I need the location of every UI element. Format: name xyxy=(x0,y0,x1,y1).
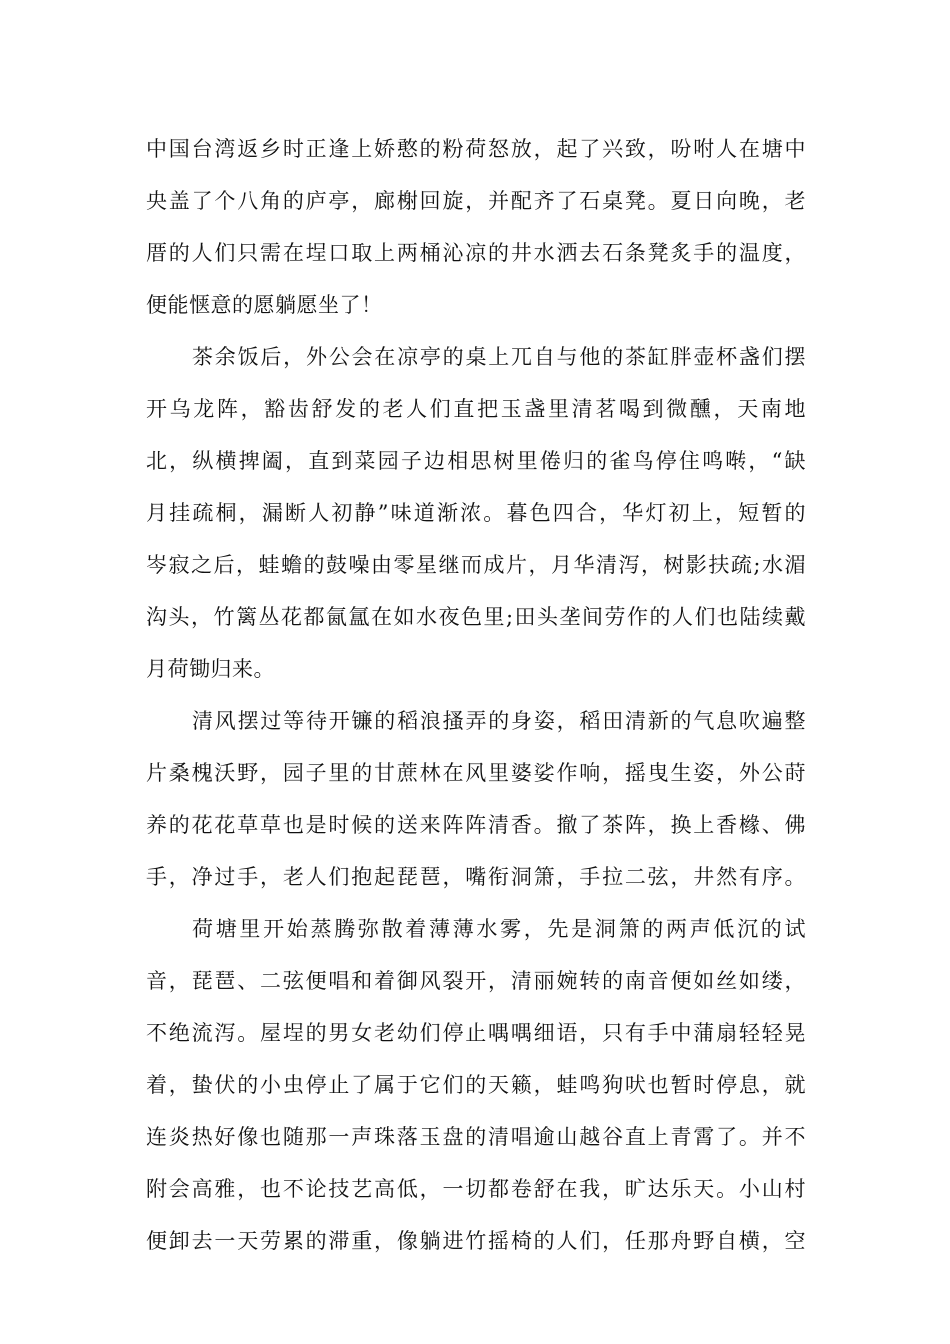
text-line: 手，净过手，老人们抱起琵琶，嘴衔洞箫，手拉二弦，井然有序。 xyxy=(146,865,806,889)
text-line: 不绝流泻。屋埕的男女老幼们停止喁喁细语，只有手中蒲扇轻轻晃 xyxy=(146,1021,806,1045)
text-line: 岑寂之后，蛙蟾的鼓噪由零星继而成片，月华清泻，树影扶疏;水湄 xyxy=(146,553,806,577)
text-line: 月挂疏桐，漏断人初静”味道渐浓。暮色四合，华灯初上，短暂的 xyxy=(146,501,806,525)
text-line: 月荷锄归来。 xyxy=(146,657,275,681)
text-line: 音，琵琶、二弦便唱和着御风裂开，清丽婉转的南音便如丝如缕， xyxy=(146,969,806,993)
text-line: 央盖了个八角的庐亭，廊榭回旋，并配齐了石桌凳。夏日向晚，老 xyxy=(146,189,806,213)
text-line: 连炎热好像也随那一声珠落玉盘的清唱逾山越谷直上青霄了。并不 xyxy=(146,1125,806,1149)
text-line: 片桑槐沃野，园子里的甘蔗林在风里婆娑作响，摇曳生姿，外公莳 xyxy=(146,761,806,785)
text-line: 开乌龙阵，豁齿舒发的老人们直把玉盏里清茗喝到微醺，天南地 xyxy=(146,397,806,421)
text-line: 清风摆过等待开镰的稻浪搔弄的身姿，稻田清新的气息吹遍整 xyxy=(192,709,806,733)
text-line: 厝的人们只需在埕口取上两桶沁凉的井水洒去石条凳炙手的温度， xyxy=(146,241,806,265)
text-line: 荷塘里开始蒸腾弥散着薄薄水雾，先是洞箫的两声低沉的试 xyxy=(192,917,806,941)
text-line: 北，纵横捭阖，直到菜园子边相思树里倦归的雀鸟停住鸣啭，“缺 xyxy=(146,449,806,473)
text-line: 便卸去一天劳累的滞重，像躺进竹摇椅的人们，任那舟野自横，空 xyxy=(146,1229,806,1253)
text-line: 茶余饭后，外公会在凉亭的桌上兀自与他的茶缸胖壶杯盏们摆 xyxy=(192,345,806,369)
text-line: 养的花花草草也是时候的送来阵阵清香。撤了茶阵，换上香橼、佛 xyxy=(146,813,806,837)
text-line: 附会高雅，也不论技艺高低，一切都卷舒在我，旷达乐天。小山村 xyxy=(146,1177,806,1201)
text-line: 中国台湾返乡时正逢上娇憨的粉荷怒放，起了兴致，吩咐人在塘中 xyxy=(146,137,806,161)
text-line: 着，蛰伏的小虫停止了属于它们的天籁，蛙鸣狗吠也暂时停息，就 xyxy=(146,1073,806,1097)
text-line: 沟头，竹篱丛花都氤氲在如水夜色里;田头垄间劳作的人们也陆续戴 xyxy=(146,605,806,629)
text-line: 便能惬意的愿躺愿坐了！ xyxy=(146,293,383,317)
